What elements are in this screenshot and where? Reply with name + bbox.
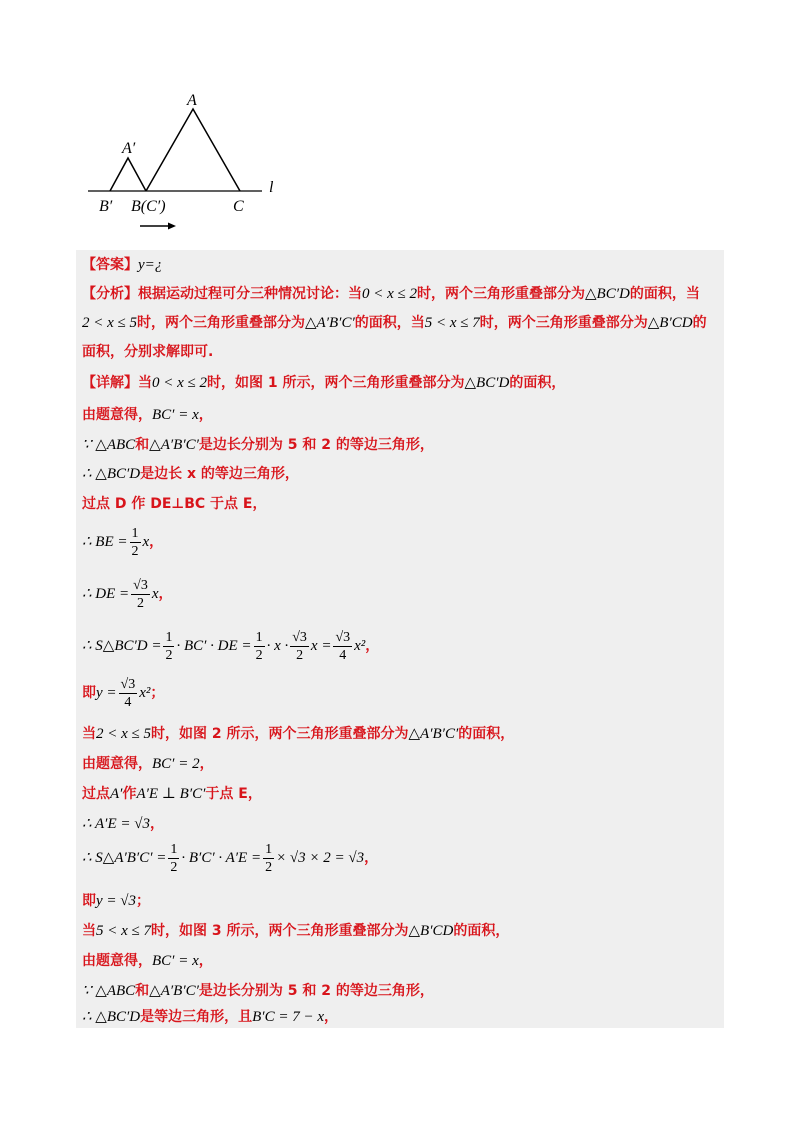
text: 即 bbox=[82, 893, 96, 909]
text: 作 bbox=[122, 786, 137, 802]
label-c: C bbox=[233, 198, 244, 215]
math: △B′CD bbox=[647, 315, 693, 331]
text: ； bbox=[136, 893, 151, 909]
text: 由题意得， bbox=[82, 953, 152, 969]
text: 时，两个三角形重叠部分为 bbox=[479, 315, 648, 331]
text: ， bbox=[198, 407, 213, 423]
detail-line-16 bbox=[82, 920, 718, 942]
numerator: 1 bbox=[165, 629, 173, 645]
text: 的面积， bbox=[458, 726, 515, 742]
detail-line-6 bbox=[82, 522, 718, 562]
fraction bbox=[163, 629, 174, 664]
text: ， bbox=[158, 586, 173, 602]
math: △A′B′C′ bbox=[149, 437, 199, 453]
math: △BC′D bbox=[464, 375, 510, 391]
detail-line-17 bbox=[82, 950, 718, 972]
text: ， bbox=[364, 850, 379, 866]
text: 时，两个三角形重叠部分为 bbox=[137, 315, 306, 331]
math: B′C = 7 − x bbox=[252, 1009, 324, 1025]
detail-line-11 bbox=[82, 753, 718, 775]
math: A′E ⊥ B′C′ bbox=[136, 786, 206, 802]
analysis-line-3: 面积，分别求解即可. bbox=[82, 344, 214, 360]
math: ∴ BE = bbox=[82, 534, 128, 550]
math: 2 < x ≤ 5 bbox=[82, 315, 138, 331]
text: 是边长分别为 5 和 2 的等边三角形， bbox=[198, 437, 434, 453]
numerator: 1 bbox=[255, 629, 263, 645]
math: 0 < x ≤ 2 bbox=[152, 375, 208, 391]
analysis-line-2 bbox=[82, 312, 718, 334]
text: 和 bbox=[135, 437, 150, 453]
fraction bbox=[333, 629, 352, 664]
math: x bbox=[142, 534, 150, 550]
math: x = bbox=[310, 638, 332, 654]
math: ∴ △BC′D bbox=[82, 466, 141, 482]
numerator: √3 bbox=[292, 629, 307, 645]
text: 是边长分别为 5 和 2 的等边三角形， bbox=[198, 983, 434, 999]
text: 的面积， bbox=[509, 375, 566, 391]
answer-line bbox=[82, 254, 718, 276]
math: × √3 × 2 = √3 bbox=[276, 850, 365, 866]
label-l: l bbox=[269, 179, 274, 196]
math: 2 < x ≤ 5 bbox=[96, 726, 152, 742]
numerator: 1 bbox=[265, 841, 273, 857]
detail-line-19 bbox=[82, 1006, 718, 1028]
label-a: A bbox=[187, 92, 197, 109]
math: △BC′D bbox=[585, 286, 630, 302]
large-triangle bbox=[146, 109, 240, 191]
text: 过点 D 作 DE⊥BC 于点 E， bbox=[82, 496, 267, 512]
text: 的面积，当 bbox=[629, 286, 700, 302]
math: y = bbox=[96, 685, 117, 701]
math: ∵ △ABC bbox=[82, 983, 136, 999]
math: 5 < x ≤ 7 bbox=[96, 923, 152, 939]
answer-tag: 【答案】 bbox=[82, 257, 138, 273]
math: ∴ DE = bbox=[82, 586, 130, 602]
denominator: 4 bbox=[124, 694, 132, 710]
text: 是等边三角形，且 bbox=[140, 1009, 253, 1025]
label-b-prime: B′ bbox=[99, 198, 113, 215]
math: ∴ △BC′D bbox=[82, 1009, 141, 1025]
text: 时，如图 3 所示，两个三角形重叠部分为 bbox=[151, 923, 409, 939]
math: △A′B′C′ bbox=[305, 315, 355, 331]
math: BC′ = x bbox=[152, 407, 199, 423]
text: 是边长 x 的等边三角形， bbox=[140, 466, 299, 482]
text: 由题意得， bbox=[82, 756, 152, 772]
detail-line-8 bbox=[82, 626, 718, 666]
detail-line-3 bbox=[82, 434, 718, 456]
text: ， bbox=[149, 534, 164, 550]
detail-line-2 bbox=[82, 404, 718, 426]
arrow-right-icon bbox=[140, 223, 176, 230]
numerator: √3 bbox=[133, 577, 148, 593]
analysis-line-1 bbox=[82, 283, 718, 305]
fraction bbox=[290, 629, 309, 664]
text: 的面积， bbox=[453, 923, 510, 939]
denominator: 2 bbox=[131, 543, 139, 559]
math: ∴ S△BC′D = bbox=[82, 638, 162, 654]
fraction bbox=[131, 577, 150, 612]
detail-tag: 【详解】 bbox=[82, 375, 138, 391]
denominator: 2 bbox=[255, 647, 263, 663]
math: 5 < x ≤ 7 bbox=[424, 315, 480, 331]
detail-line-13 bbox=[82, 813, 718, 835]
math: · x · bbox=[266, 638, 289, 654]
math: x² bbox=[354, 638, 366, 654]
numerator: √3 bbox=[335, 629, 351, 645]
detail-line-18 bbox=[82, 980, 718, 1002]
text: 和 bbox=[135, 983, 150, 999]
denominator: 2 bbox=[296, 647, 304, 663]
text: ； bbox=[150, 685, 165, 701]
denominator: 2 bbox=[165, 647, 173, 663]
text: 过点 bbox=[82, 786, 110, 802]
text: ， bbox=[149, 816, 164, 832]
numerator: √3 bbox=[120, 676, 136, 692]
detail-line-15 bbox=[82, 890, 718, 912]
fraction bbox=[130, 525, 141, 560]
math: △B′CD bbox=[408, 923, 454, 939]
fraction bbox=[119, 676, 138, 711]
fraction bbox=[254, 629, 265, 664]
denominator: 2 bbox=[170, 859, 178, 875]
math: △A′B′C′ bbox=[408, 726, 459, 742]
analysis-tag: 【分析】 bbox=[82, 286, 138, 302]
small-triangle bbox=[110, 158, 146, 191]
math: ∴ A′E = √3 bbox=[82, 816, 150, 832]
text: ， bbox=[198, 953, 213, 969]
text: 当 bbox=[82, 923, 96, 939]
text: 的面积，当 bbox=[354, 315, 425, 331]
math: 0 < x ≤ 2 bbox=[362, 286, 418, 302]
fraction bbox=[263, 841, 274, 876]
math: BC′ = x bbox=[152, 953, 199, 969]
denominator: 2 bbox=[137, 595, 145, 611]
text: 当 bbox=[82, 726, 96, 742]
text: 由题意得， bbox=[82, 407, 152, 423]
math: x² bbox=[139, 685, 151, 701]
math: A′ bbox=[110, 786, 123, 802]
detail-line-1 bbox=[82, 372, 718, 394]
detail-line-14 bbox=[82, 838, 718, 878]
math: x bbox=[151, 586, 159, 602]
text: 即 bbox=[82, 685, 96, 701]
text: 当 bbox=[138, 375, 152, 391]
math: BC′ = 2 bbox=[152, 756, 200, 772]
text: ， bbox=[199, 756, 214, 772]
detail-line-5 bbox=[82, 493, 718, 515]
geometry-figure bbox=[80, 80, 300, 240]
math: ∴ S△A′B′C′ = bbox=[82, 850, 167, 866]
text: 根据运动过程可分三种情况讨论：当 bbox=[138, 286, 362, 302]
numerator: 1 bbox=[131, 525, 139, 541]
text: 时，两个三角形重叠部分为 bbox=[417, 286, 586, 302]
detail-line-9 bbox=[82, 673, 718, 713]
text: 时，如图 1 所示，两个三角形重叠部分为 bbox=[207, 375, 465, 391]
denominator: 2 bbox=[265, 859, 273, 875]
label-a-prime: A′ bbox=[122, 140, 136, 157]
detail-line-10 bbox=[82, 723, 718, 745]
detail-line-4 bbox=[82, 463, 718, 485]
text: 于点 E， bbox=[205, 786, 262, 802]
detail-line-12 bbox=[82, 783, 718, 805]
text: ， bbox=[365, 638, 380, 654]
solution-panel bbox=[76, 250, 724, 1028]
text: 时，如图 2 所示，两个三角形重叠部分为 bbox=[151, 726, 409, 742]
answer-math: y=¿ bbox=[138, 257, 163, 273]
math: y = √3 bbox=[96, 893, 137, 909]
math: · BC′ · DE = bbox=[176, 638, 252, 654]
math: ∵ △ABC bbox=[82, 437, 136, 453]
detail-line-7 bbox=[82, 574, 718, 614]
math: △A′B′C′ bbox=[149, 983, 199, 999]
fraction bbox=[168, 841, 179, 876]
label-b-c-prime: B(C′) bbox=[131, 198, 166, 215]
text: 的 bbox=[692, 315, 707, 331]
text: ， bbox=[323, 1009, 338, 1025]
denominator: 4 bbox=[339, 647, 347, 663]
numerator: 1 bbox=[170, 841, 178, 857]
math: · B′C′ · A′E = bbox=[181, 850, 262, 866]
